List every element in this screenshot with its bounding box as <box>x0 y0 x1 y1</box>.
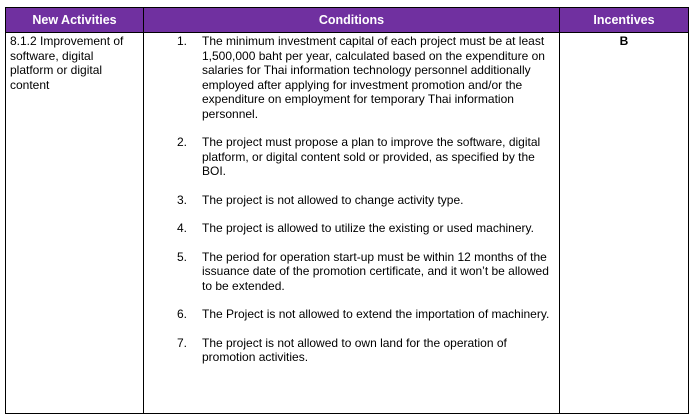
condition-text: The Project is not allowed to extend the importation of machinery. <box>202 307 550 321</box>
condition-item <box>144 135 551 179</box>
condition-number: 1. <box>177 34 188 48</box>
condition-number: 5. <box>177 249 188 264</box>
condition-item <box>144 336 551 365</box>
incentive-cell: B <box>560 33 689 414</box>
condition-text: The project is not allowed to change activity type. <box>202 192 464 207</box>
conditions-cell <box>144 33 560 414</box>
condition-text: The project is allowed to utilize the existing or used machinery. <box>202 221 534 235</box>
condition-number: 3. <box>177 192 188 207</box>
condition-number: 2. <box>177 135 188 149</box>
table-header-row <box>6 8 689 33</box>
boi-conditions-table <box>5 7 689 414</box>
condition-item <box>144 250 551 294</box>
condition-item <box>144 34 551 121</box>
condition-number: 4. <box>177 221 188 235</box>
condition-number: 6. <box>177 307 188 321</box>
table-row <box>6 33 689 414</box>
header-conditions: Conditions <box>144 8 560 33</box>
header-incentives: Incentives <box>560 8 689 33</box>
condition-text: The project must propose a plan to improve the software, digital platform, or digital content sold or provided, as specified by the BOI. <box>202 135 541 178</box>
conditions-list <box>144 33 559 365</box>
condition-item <box>144 221 551 236</box>
condition-text: The project is not allowed to own land for the operation of promotion activities. <box>202 335 507 364</box>
activity-cell: 8.1.2 Improvement of software, digital platform or digital content <box>6 33 144 414</box>
condition-item <box>144 307 551 322</box>
condition-item <box>144 193 551 208</box>
condition-text: The period for operation start-up must be within 12 months of the issuance date of the promotion certificate, and it won’t be allowed to be extended. <box>202 249 549 293</box>
condition-number: 7. <box>177 335 188 350</box>
condition-text: The minimum investment capital of each project must be at least 1,500,000 baht per year, calculated based on the expenditure on salaries for Thai information technology personnel additionally employed after applying for investment promotion and/or the expenditure on employment for temporary Thai information personnel. <box>202 34 545 121</box>
header-new-activities: New Activities <box>6 8 144 33</box>
